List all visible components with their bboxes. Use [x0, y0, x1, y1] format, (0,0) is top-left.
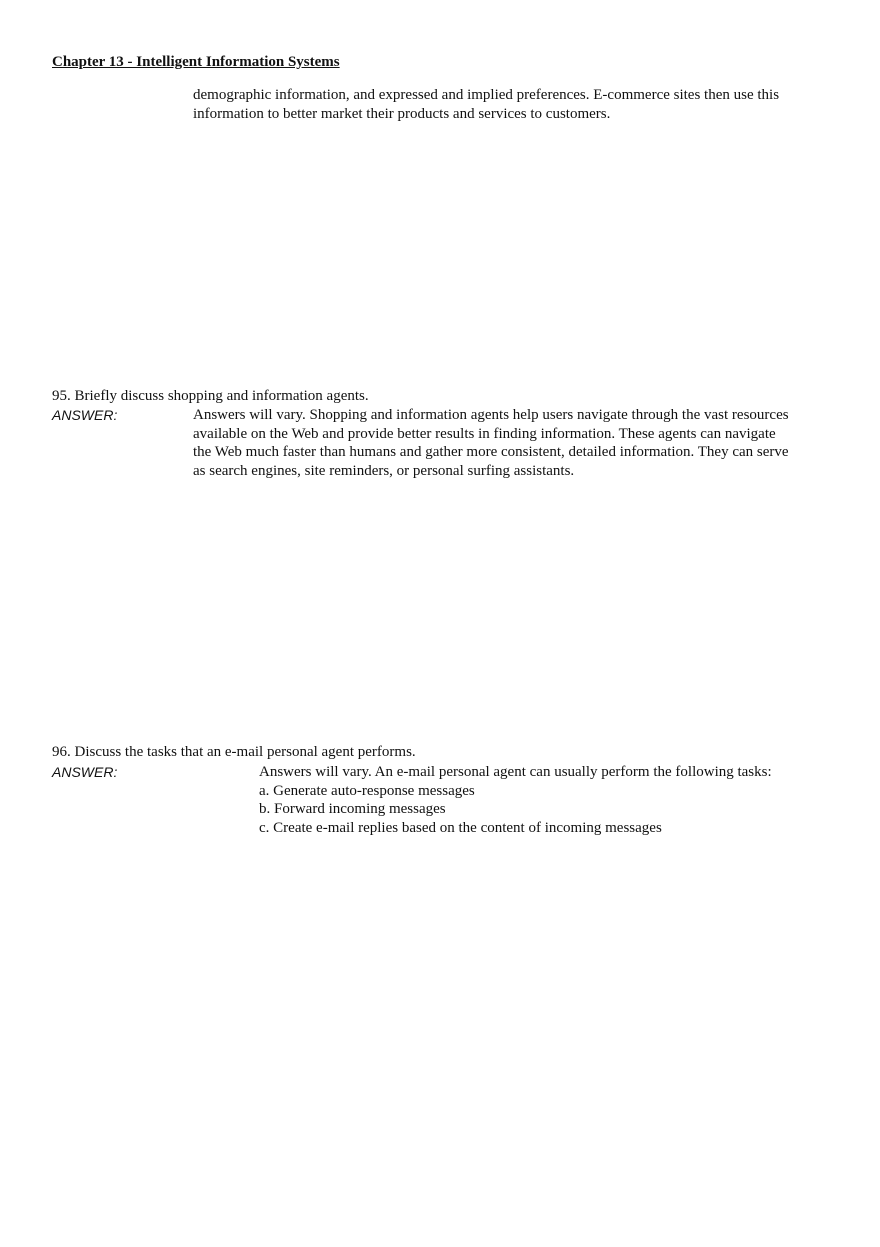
answer-label-95: ANSWER:	[52, 407, 118, 423]
answer-list-item: c. Create e-mail replies based on the content of incoming messages	[259, 819, 662, 836]
continued-answer-text	[193, 86, 833, 123]
answer-line: available on the Web and provide better results in finding information. These agents can navigate	[193, 425, 776, 442]
answer-line: the Web much faster than humans and gather more consistent, detailed information. They can serve	[193, 444, 789, 460]
continued-line: information to better market their products and services to customers.	[193, 105, 611, 122]
chapter-header: Chapter 13 - Intelligent Information Systems	[52, 54, 340, 70]
answer-label-96: ANSWER:	[52, 764, 118, 780]
answer-line: as search engines, site reminders, or personal surfing assistants.	[193, 462, 575, 479]
answer-line: Answers will vary. Shopping and information agents help users navigate through the vast resources	[193, 407, 789, 423]
answer-list-item: b. Forward incoming messages	[259, 801, 446, 817]
continued-line: demographic information, and expressed and implied preferences. E-commerce sites then use this	[193, 87, 780, 103]
answer-line: Answers will vary. An e-mail personal agent can usually perform the following tasks:	[259, 764, 772, 780]
answer-list-item: a. Generate auto-response messages	[259, 782, 475, 799]
question-95: 95. Briefly discuss shopping and information agents.	[52, 388, 369, 404]
answer-95	[193, 406, 833, 480]
answer-96	[259, 763, 839, 837]
question-96: 96. Discuss the tasks that an e-mail personal agent performs.	[52, 744, 416, 760]
